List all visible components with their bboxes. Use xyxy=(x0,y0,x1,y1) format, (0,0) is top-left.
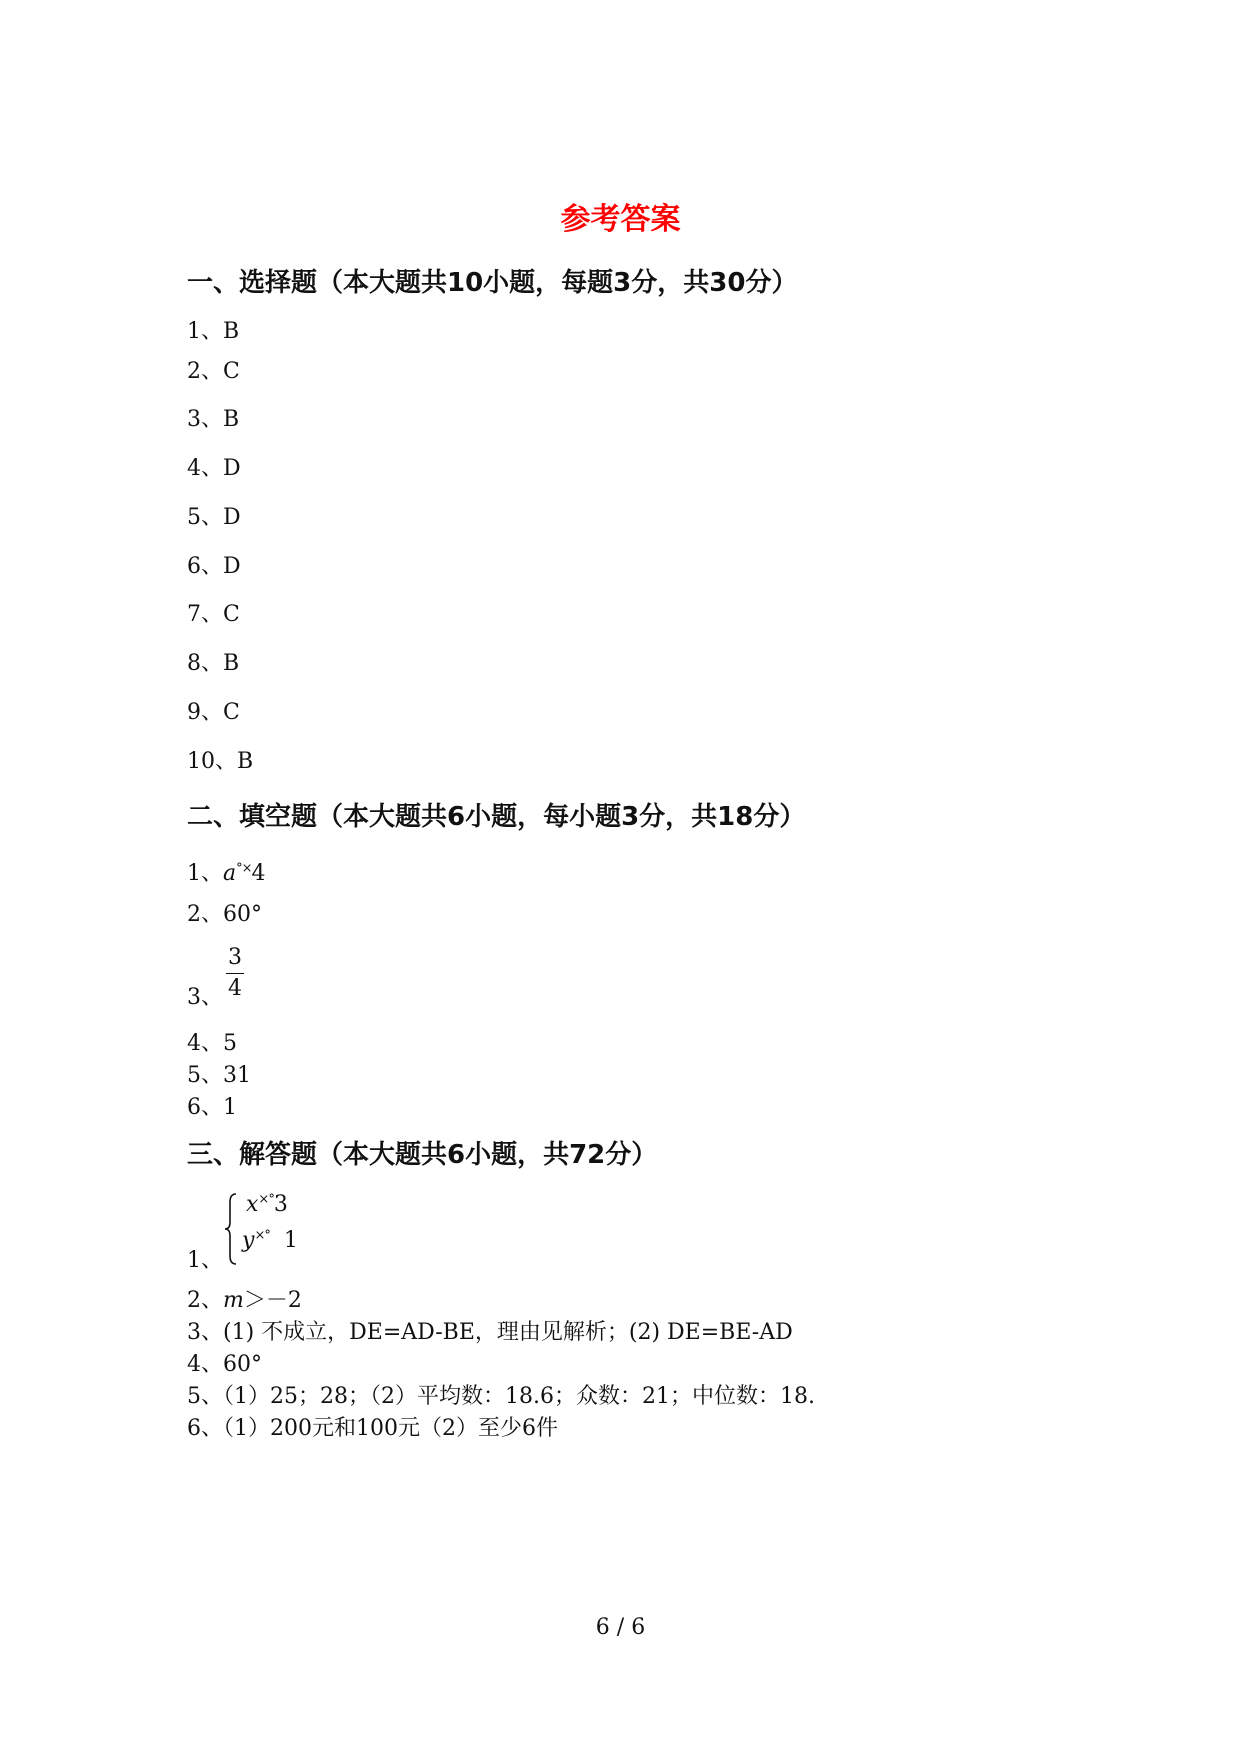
value: 4 xyxy=(251,861,266,886)
answer-item: 2、60° xyxy=(187,902,262,927)
fraction-bar xyxy=(226,973,244,974)
answer-item: 9、C xyxy=(187,700,240,725)
value: 3 xyxy=(273,1192,288,1217)
answer-item: 6、（1）200元和100元（2）至少6件 xyxy=(187,1416,558,1441)
answer-item: 4、D xyxy=(187,456,241,481)
left-brace-icon xyxy=(224,1192,238,1266)
fraction-numerator: 3 xyxy=(228,945,242,970)
answer-item: 4、5 xyxy=(187,1031,237,1056)
answer-item: 1、B xyxy=(187,319,240,344)
answer-item-fill-1 xyxy=(187,856,266,887)
system-line-x xyxy=(246,1192,288,1217)
fraction-answer xyxy=(226,945,244,1002)
garbled-symbol: ×° xyxy=(254,1228,270,1243)
section-heading-choice: 一、选择题（本大题共10小题，每题3分，共30分） xyxy=(187,268,798,298)
answer-item: 6、D xyxy=(187,554,241,579)
answer-item: 10、B xyxy=(187,749,254,774)
answer-item: 8、B xyxy=(187,651,240,676)
variable-x: x xyxy=(246,1192,259,1217)
answer-item: 4、60° xyxy=(187,1352,262,1377)
variable-m: m xyxy=(223,1288,244,1313)
page-title: 参考答案 xyxy=(560,202,681,237)
answer-item: 6、1 xyxy=(187,1095,237,1120)
garbled-symbol: °× xyxy=(236,861,252,876)
answer-item-solve-2 xyxy=(187,1283,302,1314)
garbled-symbol: ×° xyxy=(258,1192,274,1207)
answer-item: 2、C xyxy=(187,359,240,384)
section-heading-solve: 三、解答题（本大题共6小题，共72分） xyxy=(187,1140,658,1170)
answer-item: 7、C xyxy=(187,602,240,627)
section-heading-fill: 二、填空题（本大题共6小题，每小题3分，共18分） xyxy=(187,802,806,832)
answer-item: 5、（1）25；28；（2）平均数：18.6；众数：21；中位数：18. xyxy=(187,1384,815,1409)
system-line-y xyxy=(242,1228,298,1253)
item-number: 2、 xyxy=(187,1288,223,1313)
item-number: 3、 xyxy=(187,985,223,1010)
answer-item: 3、(1) 不成立，DE=AD-BE，理由见解析；(2) DE=BE-AD xyxy=(187,1320,793,1345)
page-number: 6 / 6 xyxy=(595,1615,646,1640)
item-number: 1、 xyxy=(187,861,223,886)
answer-item: 5、31 xyxy=(187,1063,251,1088)
inequality: ＞－2 xyxy=(243,1288,302,1313)
value: 1 xyxy=(283,1228,298,1253)
answer-item: 5、D xyxy=(187,505,241,530)
variable-y: y xyxy=(242,1228,255,1253)
fraction-denominator: 4 xyxy=(228,976,242,1001)
variable-a: a xyxy=(223,861,237,886)
answer-item: 3、B xyxy=(187,407,240,432)
item-number: 1、 xyxy=(187,1248,223,1273)
